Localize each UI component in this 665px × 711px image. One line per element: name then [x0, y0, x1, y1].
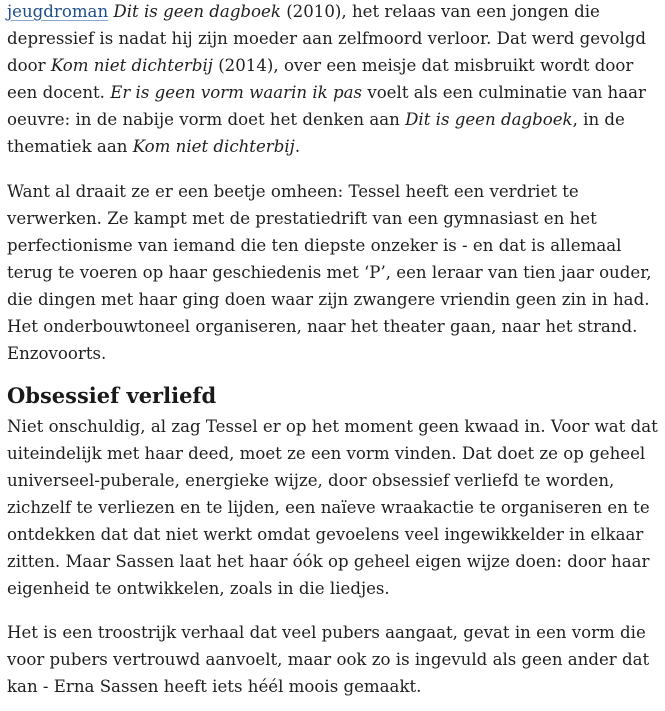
- paragraph-2: Want al draait ze er een beetje omheen: Tessel heeft een verdriet te verwerken. Ze kampt met de prestatiedrift van een gymnasiast en het perfectionisme van iemand die ten diepste onzeker is - en dat is allemaal terug te voeren op haar geschiedenis met ‘P’, een leraar van tien jaar ouder, die dingen met haar ging doen waar zijn zwangere vriendin geen zin in had. Het onderbouwtoneel organiseren, naar het theater gaan, naar het strand. Enzovoorts.: [7, 182, 652, 363]
- paragraph-3: Niet onschuldig, al zag Tessel er op het moment geen kwaad in. Voor wat dat uiteindelijk met haar deed, moet ze een vorm vinden. Dat doet ze op geheel universeel-puberale, energieke wijze, door obsessief verliefd te worden, zichzelf te verliezen en te lijden, een naïeve wraakactie te organiseren en te ontdekken dat dat niet werkt omdat gevoelens veel ingewikkelder in elkaar zitten. Maar Sassen laat het haar óók op geheel eigen wijze doen: door haar eigenheid te ontwikkelen, zoals in die liedjes.: [7, 417, 658, 598]
- book-title-kom-niet-dichterbij: Kom niet dichterbij: [50, 56, 213, 75]
- book-title-er-is-geen-vorm: Er is geen vorm waarin ik pas: [110, 83, 363, 102]
- book-title-dit-is-geen-dagboek: Dit is geen dagboek: [113, 2, 281, 21]
- section-heading: Obsessief verliefd: [7, 383, 217, 408]
- jeugdroman-link[interactable]: jeugdroman: [7, 2, 109, 21]
- book-title-kom-niet-dichterbij-2: Kom niet dichterbij: [132, 137, 295, 156]
- paragraph-1-text-6: .: [294, 137, 301, 156]
- article-body: [7, 0, 662, 700]
- paragraph-1-text-3: (2014), over een meisje dat misbruikt wordt door een docent.: [7, 56, 634, 102]
- paragraph-1: [7, 0, 662, 160]
- paragraph-4: Het is een troostrijk verhaal dat veel pubers aangaat, gevat in een vorm die voor pubers vertrouwd aanvoelt, maar ook zo is ingevuld als geen ander dat kan - Erna Sassen heeft iets héél moois gemaakt.: [7, 623, 650, 696]
- paragraph-1-text-2: (2010), het relaas van een jongen die depressief is nadat hij zijn moeder aan zelfmoord verloor. Dat werd gevolgd door: [7, 2, 647, 75]
- paragraph-1-text-5: , in de thematiek aan: [7, 110, 625, 156]
- paragraph-1-text-4: voelt als een culminatie van haar oeuvre: in de nabije vorm doet het denken aan: [7, 83, 646, 129]
- book-title-dit-is-geen-dagboek-2: Dit is geen dagboek: [405, 110, 573, 129]
